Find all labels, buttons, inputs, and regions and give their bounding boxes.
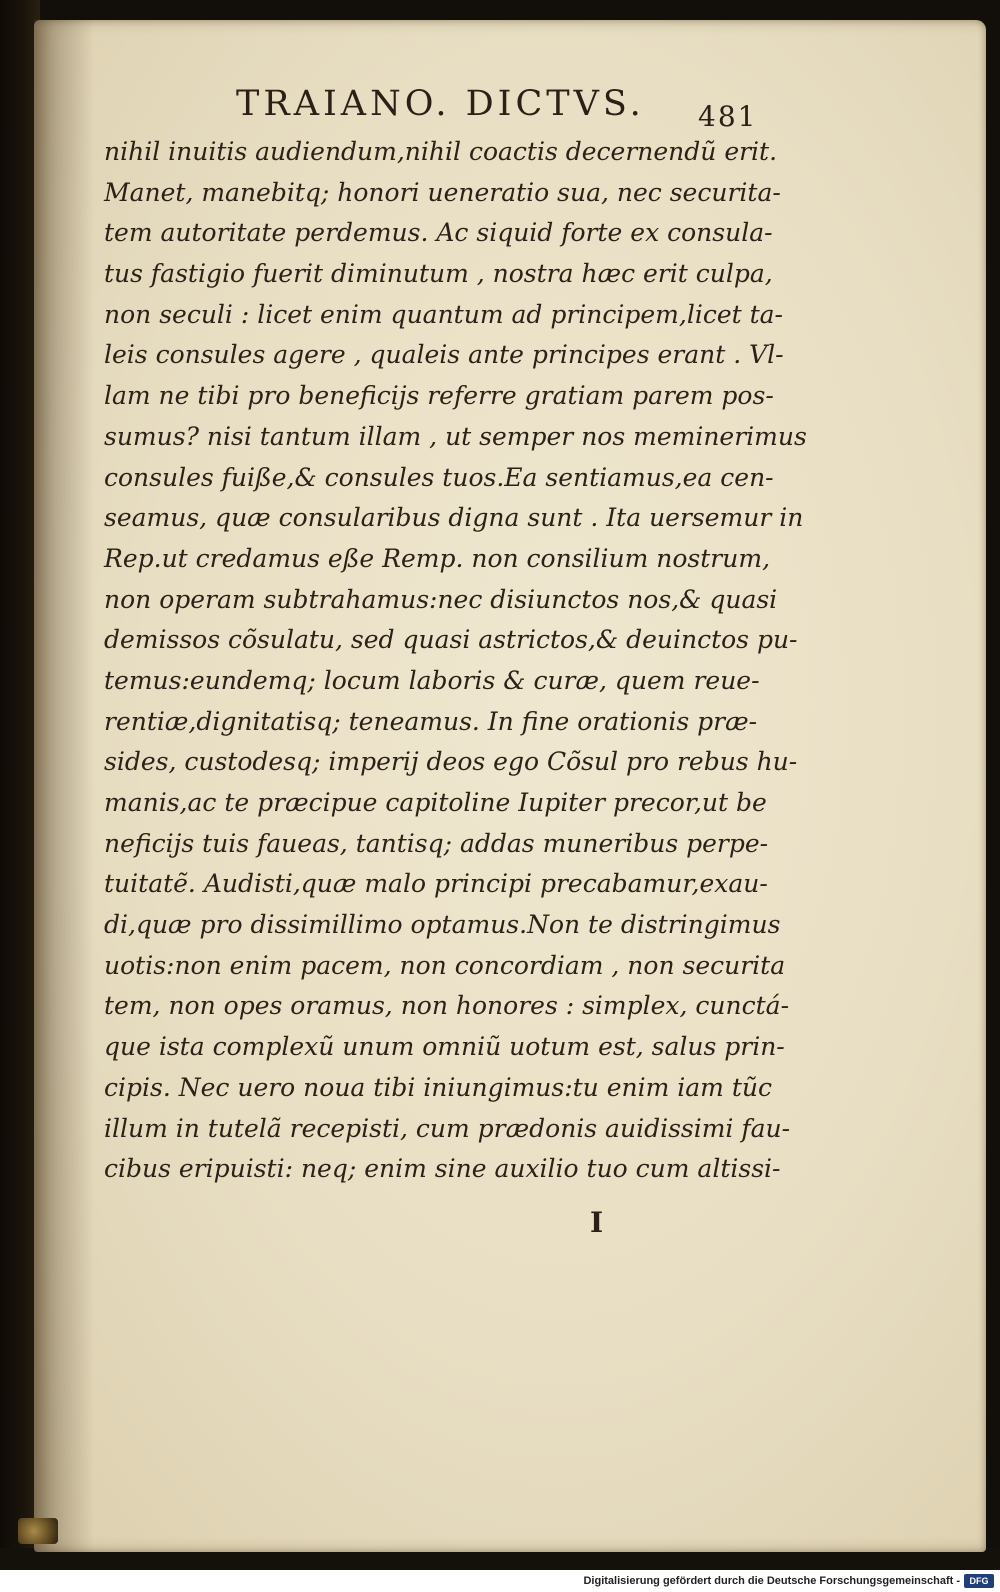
text-line: temus:eundemq; locum laboris & curæ, quem reue-: [104, 665, 760, 695]
text-line: manis,ac te præcipue capitoline Iupiter precor,ut be: [104, 788, 767, 817]
text-line: tem, non opes oramus, non honores : simplex, cunctá-: [104, 991, 790, 1021]
text-line: non seculi : licet enim quantum ad principem,licet ta-: [104, 299, 784, 329]
text-line: tem autoritate perdemus. Ac siquid forte ex consula-: [104, 218, 773, 248]
dfg-logo-icon: [964, 1574, 994, 1588]
dfg-logo-text: DFG: [969, 1576, 989, 1586]
text-line: Manet, manebitq; honori ueneratio sua, nec securita-: [104, 177, 781, 207]
text-line: tus fastigio fuerit diminutum , nostra hæc erit culpa,: [104, 259, 773, 289]
text-line: illum in tutelã recepisti, cum prædonis auidissimi fau-: [104, 1113, 791, 1143]
body-text: [104, 132, 807, 1190]
text-line: seamus, quæ consularibus digna sunt . Ita uersemur in: [104, 503, 804, 533]
text-line: sumus? nisi tantum illam , ut semper nos meminerimus: [104, 421, 807, 451]
text-line: neficijs tuis faueas, tantisq; addas muneribus perpe-: [104, 828, 769, 858]
binding-ornament-icon: [18, 1518, 58, 1544]
text-line: demissos cõsulatu, sed quasi astrictos,& deuinctos pu-: [104, 625, 798, 655]
text-line: que ista complexũ unum omniũ uotum est, salus prin-: [104, 1032, 785, 1062]
page-number: 481: [698, 100, 758, 133]
text-line: nihil inuitis audiendum,nihil coactis decernendũ erit.: [104, 137, 778, 166]
signature-mark: I: [590, 1206, 604, 1239]
text-line: consules fuiße,& consules tuos.Ea sentiamus,ea cen-: [104, 462, 774, 492]
text-line: lam ne tibi pro beneficijs referre gratiam parem pos-: [104, 381, 774, 411]
text-line: rentiæ,dignitatisq; teneamus. In fine orationis præ-: [104, 706, 758, 736]
text-line: leis consules agere , qualeis ante principes erant . Vl-: [104, 340, 784, 370]
running-head: TRAIANO. DICTVS.: [236, 84, 645, 124]
text-line: non operam subtrahamus:nec disiunctos nos,& quasi: [104, 584, 778, 614]
text-line: tuitatẽ. Audisti,quæ malo principi precabamur,exau-: [104, 869, 768, 899]
text-line: Rep.ut credamus eße Remp. non consilium nostrum,: [104, 543, 771, 573]
scan-background-right: [984, 0, 1000, 1568]
text-line: cipis. Nec uero noua tibi iniungimus:tu enim iam tũc: [104, 1072, 772, 1102]
text-line: uotis:non enim pacem, non concordiam , non securita: [104, 950, 786, 980]
text-line: sides, custodesq; imperij deos ego Cõsul pro rebus hu-: [104, 747, 798, 777]
footer-credit: Digitalisierung gefördert durch die Deutsche Forschungsgemeinschaft -: [583, 1575, 960, 1587]
text-line: cibus eripuisti: neq; enim sine auxilio tuo cum altissi-: [104, 1154, 781, 1184]
text-line: di,quæ pro dissimillimo optamus.Non te distringimus: [104, 910, 781, 940]
